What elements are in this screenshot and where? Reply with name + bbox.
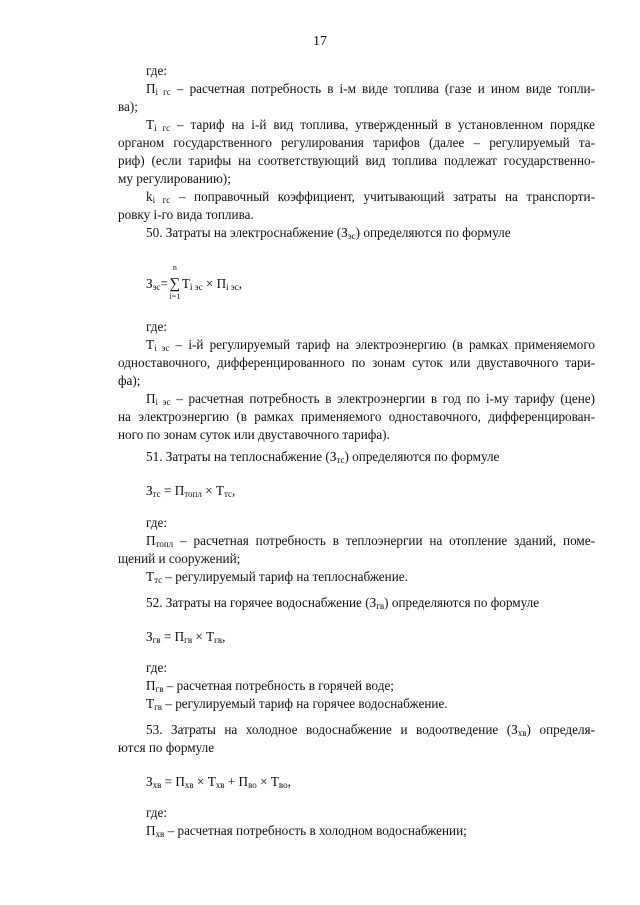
formula-hot-water: $З_{гв} = П_{гв} \times Т_{гв}$, <box>146 629 226 645</box>
definition-k-i-gs: $k_{i гс}$ – поправочный коэффициент, учитывающий затраты на транспорти- ровку i-го вида топлива. <box>118 189 595 222</box>
where-label: где: <box>146 805 167 820</box>
formula-electricity: $З_{эс}=$ n ∑ i=1 $Т_{i эс} \times П_{i эс}$, <box>146 263 243 301</box>
where-label: где: <box>146 319 167 334</box>
where-label: где: <box>146 63 167 78</box>
definition-t-ts: $Т_{тс}$ – регулируемый тариф на теплоснабжение. <box>146 569 408 585</box>
formula-heat: $З_{тс} = П_{топл} \times Т_{тс}$, <box>146 483 236 499</box>
item-50-heading: 50. Затраты на электроснабжение $(З_{эс})$ определяются по формуле <box>146 225 511 241</box>
definition-p-i-gs: $П_{i гс}$ – расчетная потребность в i-м виде топлива (газе и ином виде топли- ва); <box>118 81 596 114</box>
item-51-heading: 51. Затраты на теплоснабжение $(З_{тс})$ определяются по формуле <box>146 449 500 465</box>
sum-operator: n ∑ i=1 <box>169 263 181 301</box>
definition-t-i-es: $Т_{i эс} - i-й$ регулируемый тариф на электроэнергию (в рамках применяемого одноставочного, дифференцированного по зонам суток или двуставочного тари- фа); <box>118 337 596 388</box>
formula-cold-water: $З_{хв} = П_{хв} \times Т_{хв} + П_{во} \times Т_{во}$, <box>146 774 291 790</box>
item-52-heading: 52. Затраты на горячее водоснабжение $(З_{гв})$ определяются по формуле <box>146 595 540 611</box>
where-label: где: <box>146 515 167 530</box>
definition-p-topl: $П_{топл}$ – расчетная потребность в теплоэнергии на отопление зданий, поме- щений и сооружений; <box>118 533 596 566</box>
definition-p-i-es: $П_{i эс}$ – расчетная потребность в электроэнергии в год по i-му тарифу (цене) на электроэнергию (в рамках применяемого одноставочного, дифференцирован- ного по зонам суток или двуставочного тарифа). <box>118 391 596 442</box>
definition-t-gv: $Т_{гв}$ – регулируемый тариф на горячее водоснабжение. <box>146 696 448 712</box>
definition-p-gv: $П_{гв}$ – расчетная потребность в горячей воде; <box>146 678 394 694</box>
where-label: где: <box>146 660 167 675</box>
definition-p-hv: $П_{хв}$ – расчетная потребность в холодном водоснабжении; <box>146 823 467 839</box>
definition-t-i-gs: $Т_{i гс}$ – тариф на i-й вид топлива, утвержденный в установленном порядке органом государственного регулирования тарифов (далее – регулируемый та- риф) (если тарифы на соответствующий вид топлива подлежат государственно- му регулированию); <box>118 117 595 186</box>
page-number: 17 <box>313 34 327 49</box>
item-53-heading: 53. Затраты на холодное водоснабжение и водоотведение $(З_{хв})$ определя- ются по формуле <box>118 722 596 755</box>
